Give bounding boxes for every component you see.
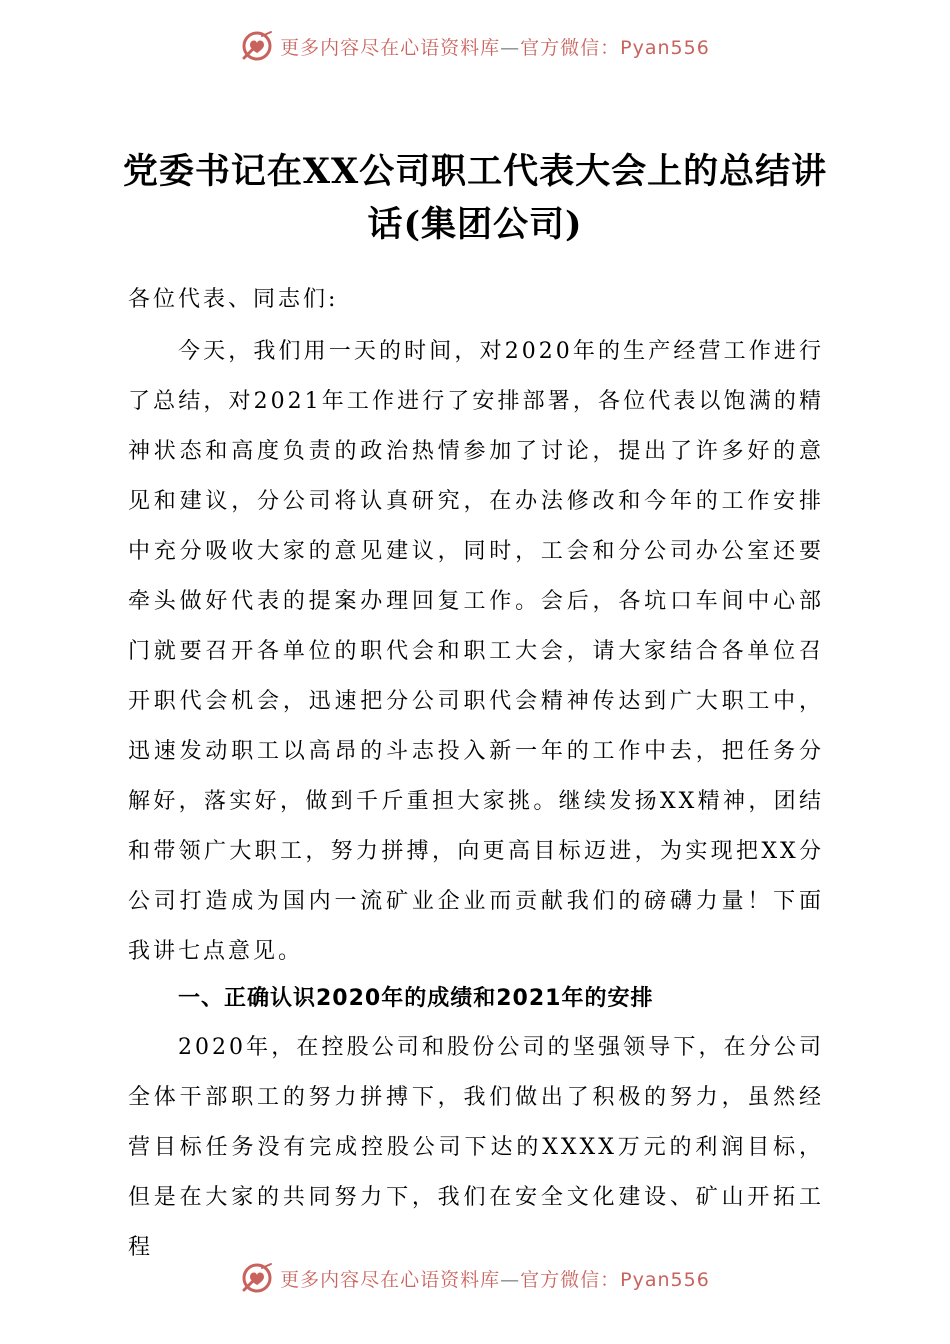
watermark-separator: — [500, 36, 521, 59]
salutation: 各位代表、同志们: [128, 287, 339, 312]
document-title: 党委书记在XX公司职工代表大会上的总结讲话(集团公司) [122, 151, 828, 245]
heart-logo-icon [240, 28, 276, 64]
watermark-text [280, 1265, 710, 1292]
watermark-banner-top [0, 26, 950, 66]
watermark-main: 更多内容尽在心语资料库 [280, 1268, 501, 1291]
watermark-separator: — [500, 1268, 521, 1291]
watermark-banner-bottom [0, 1258, 950, 1298]
section-heading-1: 一、正确认识2020年的成绩和2021年的安排 [178, 986, 654, 1011]
watermark-suffix: 官方微信：Pyan556 [520, 36, 710, 59]
body-paragraph-2: 2020年，在控股公司和股份公司的坚强领导下，在分公司全体干部职工的努力拼搏下，我们做出了积极的努力，虽然经营目标任务没有完成控股公司下达的XXXX万元的利润目标，但是在大家的共同努力下，我们在安全文化建设、矿山开拓工程 [128, 1035, 824, 1260]
heart-logo-icon [240, 1260, 276, 1296]
watermark-text [280, 33, 710, 60]
watermark-main: 更多内容尽在心语资料库 [280, 36, 501, 59]
watermark-suffix: 官方微信：Pyan556 [520, 1268, 710, 1291]
body-paragraph-1: 今天，我们用一天的时间，对2020年的生产经营工作进行了总结，对2021年工作进行了安排部署，各位代表以饱满的精神状态和高度负责的政治热情参加了讨论，提出了许多好的意见和建议，分公司将认真研究，在办法修改和今年的工作安排中充分吸收大家的意见建议，同时，工会和分公司办公室还要牵头做好代表的提案办理回复工作。会后，各坑口车间中心部门就要召开各单位的职代会和职工大会，请大家结合各单位召开职代会机会，迅速把分公司职代会精神传达到广大职工中，迅速发动职工以高昂的斗志投入新一年的工作中去，把任务分解好，落实好，做到千斤重担大家挑。继续发扬XX精神，团结和带领广大职工，努力拼搏，向更高目标迈进，为实现把XX分公司打造成为国内一流矿业企业而贡献我们的磅礴力量！下面我讲七点意见。 [128, 339, 824, 964]
